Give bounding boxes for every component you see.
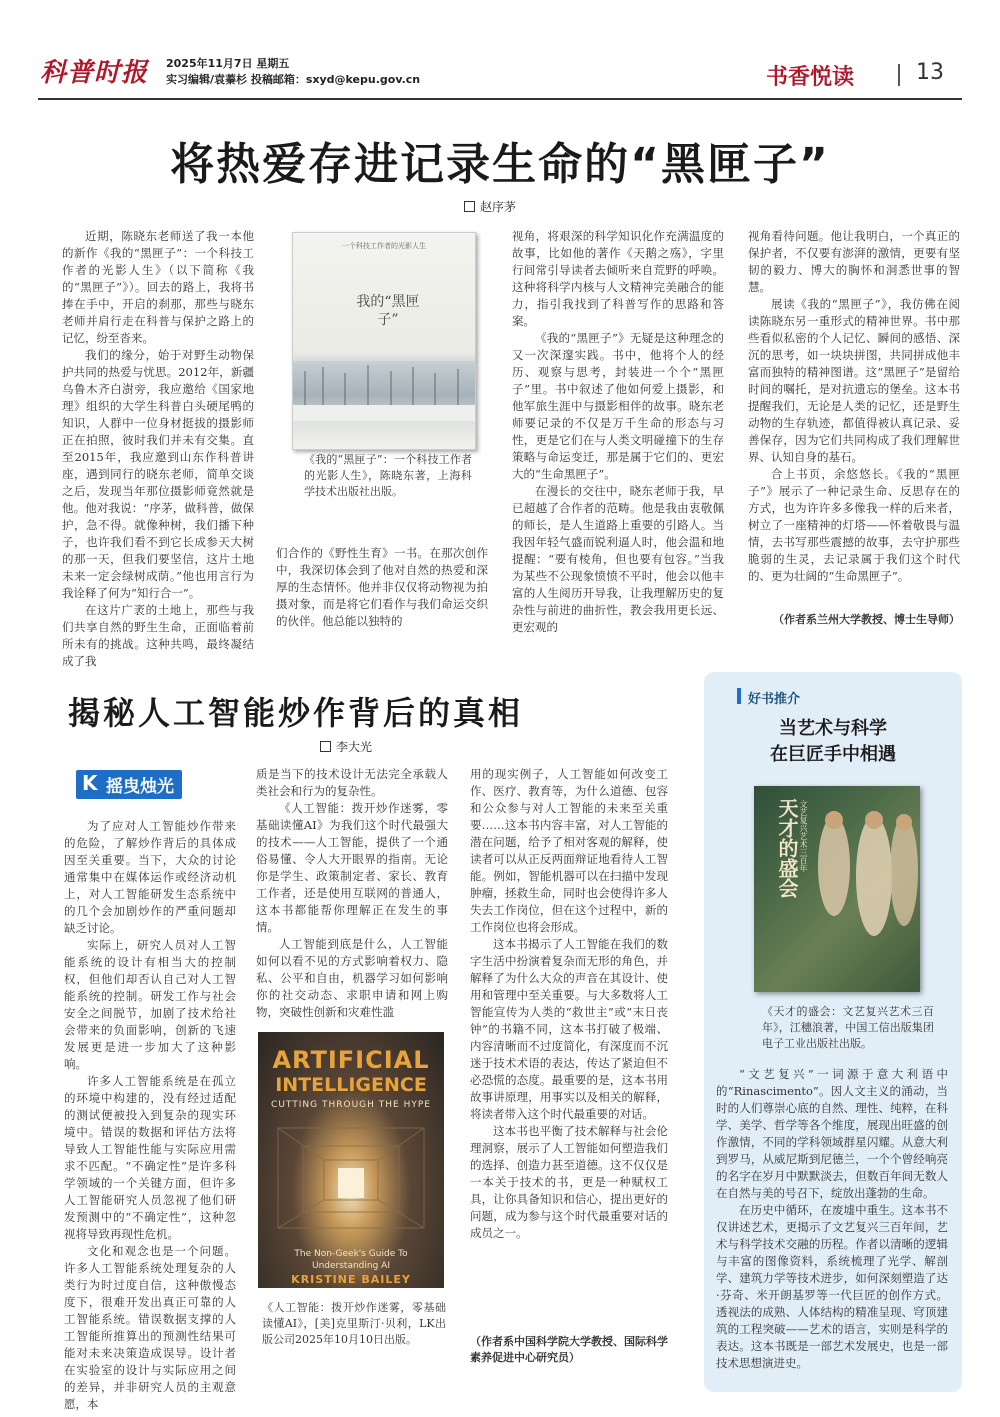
header-editor: 实习编辑/袁蓁杉 投稿邮箱：sxyd@kepu.gov.cn bbox=[166, 73, 421, 86]
column-tag-k-icon: K bbox=[82, 771, 98, 795]
paragraph: 近期，陈晓东老师送了我一本他的新作《我的“黑匣子”：一个科技工作者的光影人生》（以下简称《我的“黑匣子”》）。回去的路上，我将书捧在手中，开启的刹那，那些与晓东老师并肩行走在科普与保护之路上的记忆，纷至沓来。 bbox=[62, 229, 254, 345]
book2-cover-line2: INTELLIGENCE bbox=[275, 1074, 427, 1096]
book2-caption: 《人工智能：拨开炒作迷雾，零基础读懂AI》，[美]克里斯汀·贝利，LK出版公司2025年10月10日出版。 bbox=[262, 1301, 446, 1346]
book2-cover-line3: CUTTING THROUGH THE HYPE bbox=[271, 1100, 431, 1110]
paragraph: 人工智能到底是什么，人工智能如何以看不见的方式影响着权力、隐私、公平和自由，机器学习如何影响你的社交动态、求职申请和网上购物，突破性创新和灾难性滥 bbox=[256, 937, 448, 1019]
book1-cover bbox=[292, 232, 476, 450]
paragraph: 《我的“黑匣子”》无疑是这种理念的又一次深邃实践。书中，他将个人的经历、观察与思考，封装进一个个“黑匣子”里。书中叙述了他如何爱上摄影，和他军旅生涯中与摄影相伴的故事。晓东老师要记录的不仅是万千生命的形态与习性，更是它们在与人类文明碰撞下的生存策略与命运变迁，那是属于它们的、更宏大的“生命黑匣子”。 bbox=[512, 331, 724, 481]
paragraph: 实际上，研究人员对人工智能系统的设计有相当大的控制权，但他们却否认自己对人工智能系统的控制。研发工作与社会安全之间脱节，加剧了技术给社会带来的负面影响，创新的飞速发展更是进一步加大了这种影响。 bbox=[64, 938, 236, 1071]
book2-cover bbox=[258, 1032, 444, 1288]
column-tag-label: 摇曳烛光 bbox=[106, 777, 174, 797]
paragraph: “文艺复兴”一词源于意大利语中的“Rinascimento”。因人文主义的涌动，当时的人们尊崇心底的自然、理性、纯粹，在科学、美学、哲学等各个维度，展现出旺盛的创作激情，不同的学科领域群星闪耀。从意大利到罗马，从威尼斯到尼德兰，一个个曾经响亮的名字在岁月中默默淡去，但数百年间无数人在自然与美的号召下，绽放出蓬勃的生命。 bbox=[716, 1067, 948, 1200]
book1-caption: 《我的“黑匣子”：一个科技工作者的光影人生》，陈晓东著，上海科学技术出版社出版。 bbox=[304, 453, 472, 498]
header-date: 2025年11月7日 星期五 bbox=[166, 57, 290, 70]
book1-cover-topline: 一个科技工作者的光影人生 bbox=[342, 242, 426, 250]
sidebar-title bbox=[720, 716, 946, 768]
byline-box-icon bbox=[464, 201, 475, 212]
paragraph: 视角，将艰深的科学知识化作充满温度的故事，比如他的著作《天鹅之殇》，字里行间常引导读者去倾听来自荒野的呼唤。这种将科学内核与人文精神完美融合的能力，指引我找到了科普写作的思路和答案。 bbox=[512, 229, 724, 328]
article2-col2 bbox=[256, 766, 448, 1021]
newspaper-logo: 科普时报 bbox=[40, 58, 149, 88]
article1-col4 bbox=[748, 228, 960, 585]
article1-byline bbox=[464, 198, 516, 215]
book3-cover-title: 天才的盛会 bbox=[775, 798, 799, 898]
paragraph: 在历史中循环，在废墟中重生。这本书不仅讲述艺术，更揭示了文艺复兴三百年间，艺术与科学技术交融的历程。作者以清晰的逻辑与丰富的图像资料，系统梳理了光学、解剖学、建筑力学等技术进步，如何深刻塑造了达·芬奇、米开朗基罗等一代巨匠的创作方式。透视法的成熟、人体结构的精准呈现、穹顶建筑的工程突破——艺术的语言，实则是科学的表达。这本书既是一部艺术发展史，也是一部技术思想演进史。 bbox=[716, 1203, 948, 1370]
byline-box-icon bbox=[320, 741, 331, 752]
page-number: 13 bbox=[916, 60, 944, 85]
paragraph: 质是当下的技术设计无法完全承载人类社会和行为的复杂性。 bbox=[256, 767, 448, 798]
sidebar-body bbox=[716, 1066, 948, 1372]
article1-col3 bbox=[512, 228, 724, 636]
paragraph: 《人工智能：拨开炒作迷雾，零基础读懂AI》为我们这个时代最强大的技术——人工智能，提供了一个通俗易懂、令人大开眼界的指南。无论你是学生、政策制定者、家长、教育工作者，还是使用互联网的普通人，这本书都能帮你理解正在发生的事情。 bbox=[256, 801, 448, 934]
book3-cover bbox=[754, 786, 920, 992]
article2-signature: （作者系中国科学院大学教授、国际科学素养促进中心研究员） bbox=[470, 1335, 668, 1364]
article2-author: 李大光 bbox=[336, 740, 373, 754]
article1-author: 赵序茅 bbox=[480, 200, 517, 214]
article2-col1 bbox=[64, 818, 236, 1413]
book2-cover-line4: The Non-Geek's Guide To bbox=[294, 1249, 408, 1259]
paragraph: 展读《我的“黑匣子”》，我仿佛在阅读陈晓东另一重形式的精神世界。书中那些看似私密的个人记忆、瞬间的感悟、深沉的思考，如一块块拼图，共同拼成他丰富而独特的精神图谱。这“黑匣子”是留给时间的嘱托，是对抗遗忘的堡垒。这本书提醒我们，无论是人类的记忆，还是野生动物的生存轨迹，都值得被认真记录、妥善保存，因为它们共同构成了我们理解世界、认知自身的基石。 bbox=[748, 297, 960, 464]
book2-cover-line1: ARTIFICIAL bbox=[272, 1046, 430, 1074]
paragraph: 许多人工智能系统是在孤立的环境中构建的，没有经过适配的测试便被投入到复杂的现实环境中。错误的数据和评估方法将导致人工智能性能与实际应用需求不匹配。“不确定性”是许多科学领域的一个关键方面，但许多人工智能研究人员忽视了他们研发预测中的“不确定性”，这种忽视将导致再现性危机。 bbox=[64, 1074, 236, 1241]
article2-byline bbox=[320, 738, 372, 755]
book1-cover-title: 我的“黑匣子” bbox=[356, 294, 420, 328]
book1-cover-forest-illustration bbox=[293, 361, 475, 421]
sidebar-tag-bar-icon bbox=[737, 688, 741, 704]
paragraph: 我们的缘分，始于对野生动物保护共同的热爱与忧思。2012年，新疆乌鲁木齐白澍旁，我应邀给《国家地理》组织的大学生科普白头硬尾鸭的知识，人群中一位身材挺拔的摄影师正在拍照，彼时我们并未有交集。直至2015年，我应邀到山东作科普讲座，遇到同行的晓东老师，简单交谈之后，发现当年那位摄影师竟然就是他。他对我说：“序茅，做科普，做保护，急不得。就像种树，我们播下种子，也许我们看不到它长成参天大树的那一天，但我们要坚信，这片土地未来一定会绿树成荫。”他也用言行为我诠释了何为“知行合一”。 bbox=[62, 348, 254, 600]
paragraph: 合上书页，余悠悠长。《我的“黑匣子”》展示了一种记录生命、反思存在的方式，也为许许多多像我一样的后来者，树立了一座精神的灯塔——怀着敬畏与温情，去书写那些震撼的故事，去守护那些脆弱的生灵，去记录属于我们这个时代的、更为壮阔的“生命黑匣子”。 bbox=[748, 467, 960, 583]
article1-title: 将热爱存进记录生命的“黑匣子” bbox=[170, 139, 830, 190]
book2-cover-author: KRISTINE BAILEY bbox=[291, 1273, 411, 1286]
paragraph: 视角看待问题。他让我明白，一个真正的保护者，不仅要有澎湃的激情，更要有坚韧的毅力、博大的胸怀和洞悉世事的智慧。 bbox=[748, 229, 960, 294]
header-separator bbox=[898, 64, 900, 86]
paragraph: 这本书揭示了人工智能在我们的数字生活中扮演着复杂而无形的角色，并解释了为什么大众的声音在其设计、使用和管理中至关重要。与大多数将人工智能宣传为人类的“救世主”或“末日丧钟”的书籍不同，这本书打破了极端、内容清晰而不过度简化，有深度而不沉迷于技术术语的表达，传达了紧迫但不必恐慌的态度。最重要的是，这本书用故事讲原理，用事实以及相关的解释，将读者带入这个时代最重要的对话。 bbox=[470, 937, 668, 1121]
book3-cover-painting bbox=[794, 796, 920, 992]
article1-col1 bbox=[62, 228, 254, 670]
sidebar-tag: 好书推介 bbox=[748, 692, 801, 707]
paragraph: 这本书也平衡了技术解释与社会伦理洞察，展示了人工智能如何塑造我们的选择、创造力甚至道德。这不仅仅是一本关于技术的书，更是一种赋权工具，让你具备知识和信心，提出更好的问题，成为参与这个时代最重要对话的成员之一。 bbox=[470, 1124, 668, 1240]
article2-title: 揭秘人工智能炒作背后的真相 bbox=[68, 694, 524, 732]
sidebar-title-line1: 当艺术与科学 bbox=[779, 718, 887, 739]
article2-col3 bbox=[470, 766, 668, 1242]
book2-cover-corridor-illustration bbox=[258, 1118, 444, 1238]
header-rule bbox=[38, 98, 962, 100]
sidebar-title-line2: 在巨匠手中相遇 bbox=[770, 744, 896, 765]
article1-col2 bbox=[276, 545, 488, 630]
section-title: 书香悦读 bbox=[766, 65, 855, 90]
paragraph: 为了应对人工智能炒作带来的危险，了解炒作背后的具体成因至关重要。当下，大众的讨论通常集中在媒体运作或经济动机上，对人工智能研发生态系统中的几个会加剧炒作的严重问题却缺乏讨论。 bbox=[64, 819, 236, 935]
book2-cover-subtitle bbox=[258, 1248, 444, 1272]
paragraph: 在这片广袤的土地上，那些与我们共享自然的野生生命，正面临着前所未有的挑战。这种共鸣，最终凝结成了我 bbox=[62, 603, 254, 668]
book3-caption: 《天才的盛会：文艺复兴艺术三百年》，江穗浪著，中国工信出版集团 电子工业出版社出版。 bbox=[762, 1005, 934, 1050]
article1-signature: （作者系兰州大学教授、博士生导师） bbox=[773, 613, 960, 626]
column-tag bbox=[76, 770, 182, 799]
paragraph: 文化和观念也是一个问题。许多人工智能系统处理复杂的人类行为时过度自信，这种傲慢态度下，很难开发出真正可靠的人工智能系统。错误数据支撑的人工智能所推算出的预测性结果可能对未来决策造成误导。设计者在实验室的设计与实际应用之间的差异，并非研究人员的主观意愿，本 bbox=[64, 1244, 236, 1411]
book3-cover-subtitle: 文艺复兴艺术三百年 bbox=[799, 800, 808, 872]
paragraph: 在漫长的交往中，晓东老师于我，早已超越了合作者的范畴。他是我由衷敬佩的师长，是人生道路上重要的引路人。当我因年轻气盛而锐利逼人时，他会温和地提醒：“要有棱角，但也要有包容。”当我为某些不公现象愤愤不平时，他会以他丰富的人生阅历开导我，让我理解历史的复杂性与前进的曲折性，教会我用更长远、更宏观的 bbox=[512, 484, 724, 634]
book2-cover-line5: Understanding AI bbox=[312, 1261, 390, 1271]
paragraph: 用的现实例子，人工智能如何改变工作、医疗、教育等，为什么道德、包容和公众参与对人工智能的未来至关重要……这本书内容丰富，对人工智能的潜在问题，给予了相对客观的解释，使读者可以从正反两面辩证地看待人工智能。例如，智能机器可以在扫描中发现肿瘤，拯救生命，同时也会使得许多人失去工作岗位，但在这个过程中，新的工作岗位也将会形成。 bbox=[470, 767, 668, 934]
paragraph: 们合作的《野性生育》一书。在那次创作中，我深切体会到了他对自然的热爱和深厚的生态情怀。他并非仅仅将动物视为拍摄对象，而是将它们看作与我们命运交织的伙伴。他总能以独特的 bbox=[276, 546, 488, 628]
